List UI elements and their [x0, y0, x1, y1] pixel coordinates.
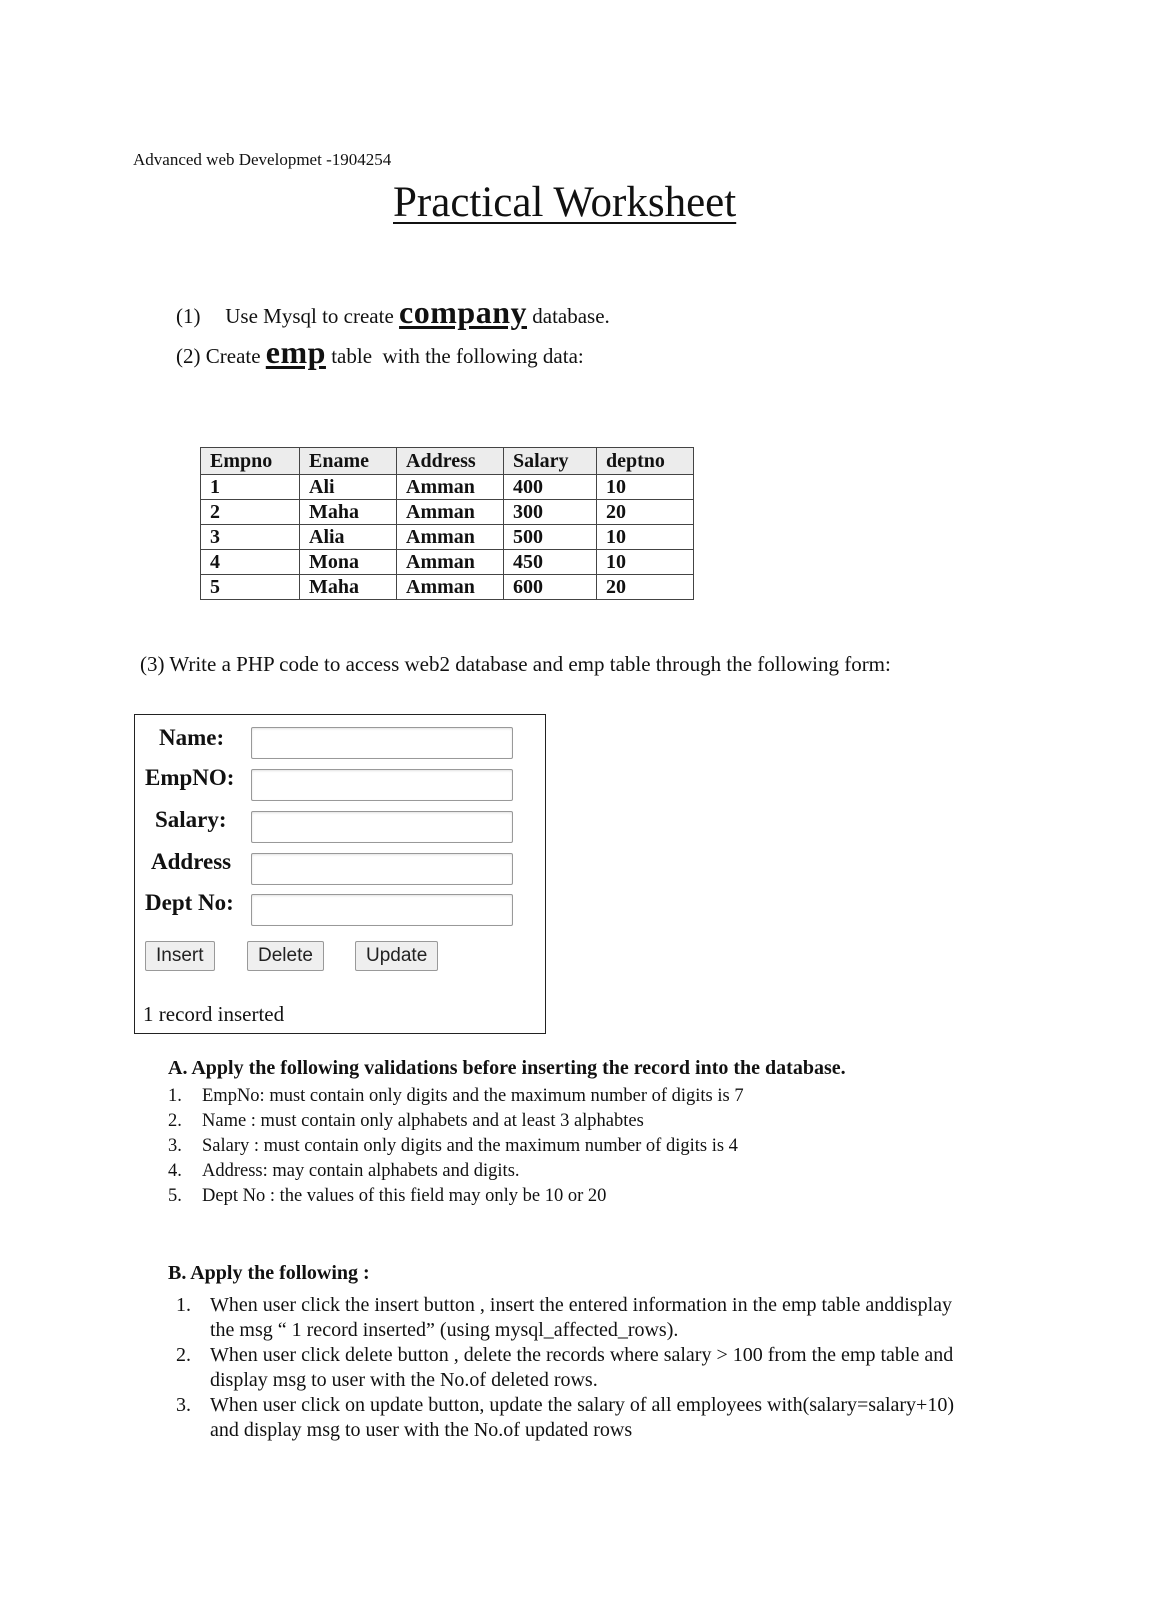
table-cell: Mona: [300, 550, 397, 575]
list-item: [168, 1134, 744, 1159]
table-cell: Amman: [397, 575, 504, 600]
task-1-number: (1): [176, 304, 201, 328]
list-number: 3.: [176, 1394, 191, 1416]
column-header: Salary: [504, 448, 597, 475]
table-cell: 10: [597, 525, 694, 550]
table-cell: 20: [597, 500, 694, 525]
task-1-keyword: company: [399, 294, 527, 330]
validation-list: [168, 1084, 744, 1209]
table-cell: 10: [597, 550, 694, 575]
emp-table: [200, 447, 694, 600]
list-number: 3.: [168, 1136, 182, 1156]
table-cell: Amman: [397, 500, 504, 525]
task-1: [176, 294, 610, 331]
table-row: [201, 475, 694, 500]
list-item: [176, 1293, 966, 1343]
deptno-label: Dept No:: [145, 890, 234, 915]
list-text: Address: may contain alphabets and digits.: [202, 1161, 520, 1181]
table-cell: 3: [201, 525, 300, 550]
list-item: [168, 1184, 744, 1209]
section-b-title: B. Apply the following :: [168, 1262, 370, 1284]
insert-button[interactable]: Insert: [145, 941, 215, 971]
task-2-keyword: emp: [265, 334, 326, 370]
list-item: [176, 1393, 966, 1443]
table-cell: Alia: [300, 525, 397, 550]
table-cell: 450: [504, 550, 597, 575]
column-header: Ename: [300, 448, 397, 475]
task-1-suffix: database.: [532, 304, 610, 328]
address-label: Address: [151, 849, 232, 874]
status-message: 1 record inserted: [143, 1002, 285, 1026]
table-cell: 10: [597, 475, 694, 500]
document-header: Advanced web Developmet -1904254: [133, 150, 392, 169]
list-item: [168, 1109, 744, 1134]
table-cell: 4: [201, 550, 300, 575]
table-cell: Maha: [300, 500, 397, 525]
list-number: 4.: [168, 1161, 182, 1181]
column-header: deptno: [597, 448, 694, 475]
task-2-text: Create: [205, 344, 261, 368]
table-row: [201, 575, 694, 600]
table-cell: 5: [201, 575, 300, 600]
list-number: 1.: [168, 1086, 182, 1106]
task-3: (3) Write a PHP code to access web2 database and emp table through the following form:: [140, 652, 891, 676]
table-cell: Amman: [397, 550, 504, 575]
list-text: Dept No : the values of this field may only be 10 or 20: [202, 1186, 607, 1206]
list-text: Name : must contain only alphabets and at least 3 alphabtes: [202, 1111, 644, 1131]
table-cell: 2: [201, 500, 300, 525]
delete-button[interactable]: Delete: [247, 941, 324, 971]
list-text: When user click delete button , delete the records where salary > 100 from the emp table and display msg to user with the No.of deleted rows.: [210, 1344, 954, 1391]
table-cell: 400: [504, 475, 597, 500]
table-cell: Amman: [397, 525, 504, 550]
table-row: [201, 500, 694, 525]
table-row: [201, 550, 694, 575]
task-1-text: Use Mysql to create: [225, 304, 394, 328]
task-2-suffix: table with the following data:: [331, 344, 584, 368]
action-list: [176, 1293, 966, 1443]
empno-input[interactable]: [251, 769, 513, 801]
table-cell: Amman: [397, 475, 504, 500]
table-cell: 20: [597, 575, 694, 600]
table-cell: Ali: [300, 475, 397, 500]
table-cell: 600: [504, 575, 597, 600]
name-label: Name:: [159, 725, 225, 750]
update-button[interactable]: Update: [355, 941, 438, 971]
employee-form: [134, 714, 546, 1034]
list-item: [168, 1084, 744, 1109]
salary-label: Salary:: [155, 807, 227, 832]
table-cell: 500: [504, 525, 597, 550]
table-cell: Maha: [300, 575, 397, 600]
list-number: 2.: [168, 1111, 182, 1131]
table-row: [201, 525, 694, 550]
column-header: Address: [397, 448, 504, 475]
list-text: EmpNo: must contain only digits and the maximum number of digits is 7: [202, 1086, 744, 1106]
list-text: When user click on update button, update the salary of all employees with(salary=salary+10) and display msg to user with the No.of updated rows: [210, 1394, 954, 1441]
name-input[interactable]: [251, 727, 513, 759]
empno-label: EmpNO:: [145, 765, 235, 790]
table-header-row: [201, 448, 694, 475]
list-number: 2.: [176, 1344, 191, 1366]
table-cell: 1: [201, 475, 300, 500]
list-text: When user click the insert button , insert the entered information in the emp table anddisplay the msg “ 1 record inserted” (using mysql_affected_rows).: [210, 1294, 953, 1341]
list-item: [168, 1159, 744, 1184]
table-cell: 300: [504, 500, 597, 525]
page-title: Practical Worksheet: [393, 179, 737, 226]
task-2: [176, 334, 584, 371]
section-a-title: A. Apply the following validations before inserting the record into the database.: [168, 1057, 846, 1079]
list-number: 1.: [176, 1294, 191, 1316]
task-2-number: (2): [176, 344, 201, 368]
column-header: Empno: [201, 448, 300, 475]
salary-input[interactable]: [251, 811, 513, 843]
address-input[interactable]: [251, 853, 513, 885]
deptno-input[interactable]: [251, 894, 513, 926]
list-item: [176, 1343, 966, 1393]
list-text: Salary : must contain only digits and the maximum number of digits is 4: [202, 1136, 738, 1156]
list-number: 5.: [168, 1186, 182, 1206]
